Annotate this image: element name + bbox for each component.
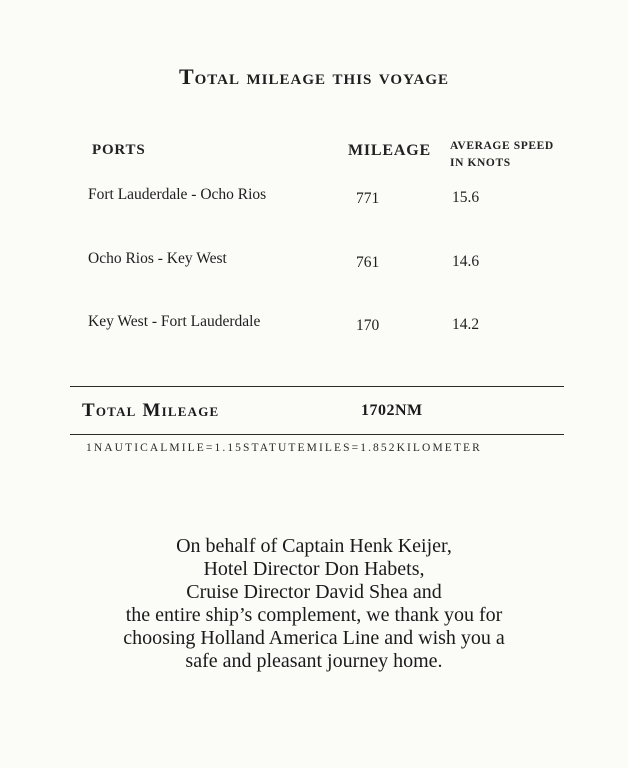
mileage-column-header: MILEAGE: [348, 142, 431, 159]
row-3-mileage: 170: [356, 317, 380, 334]
total-mileage-value: 1702NM: [361, 402, 423, 419]
speed-header-line2: IN KNOTS: [450, 157, 511, 169]
thanks-line-3: Cruise Director David Shea and: [186, 581, 442, 603]
thanks-line-4: the entire ship’s complement, we thank you for: [125, 604, 503, 626]
thanks-line-5: choosing Holland America Line and wish you a: [123, 627, 505, 649]
row-2-mileage: 761: [356, 254, 380, 271]
row-2-speed: 14.6: [452, 253, 480, 270]
thanks-line-6: safe and pleasant journey home.: [185, 650, 443, 672]
thanks-line-1: On behalf of Captain Henk Keijer,: [176, 535, 452, 557]
page-title: Total mileage this voyage: [178, 64, 450, 89]
ports-column-header: PORTS: [92, 142, 146, 158]
row-3-port: Key West - Fort Lauderdale: [88, 313, 261, 330]
row-2-port: Ocho Rios - Key West: [88, 250, 227, 267]
speed-column-header: [450, 138, 554, 172]
row-3-speed: 14.2: [452, 316, 480, 333]
bottom-divider: [70, 434, 564, 435]
top-divider: [70, 386, 564, 387]
row-1-speed: 15.6: [452, 189, 480, 206]
row-1-mileage: 771: [356, 190, 380, 207]
total-mileage-label: Total Mileage: [82, 400, 220, 421]
thank-you-message: [40, 535, 588, 673]
speed-header-line1: AVERAGE SPEED: [450, 140, 554, 152]
thanks-line-2: Hotel Director Don Habets,: [203, 558, 425, 580]
unit-conversion-note: 1NAUTICALMILE=1.15STATUTEMILES=1.852KILOMETER: [86, 442, 482, 454]
row-1-port: Fort Lauderdale - Ocho Rios: [88, 186, 267, 203]
